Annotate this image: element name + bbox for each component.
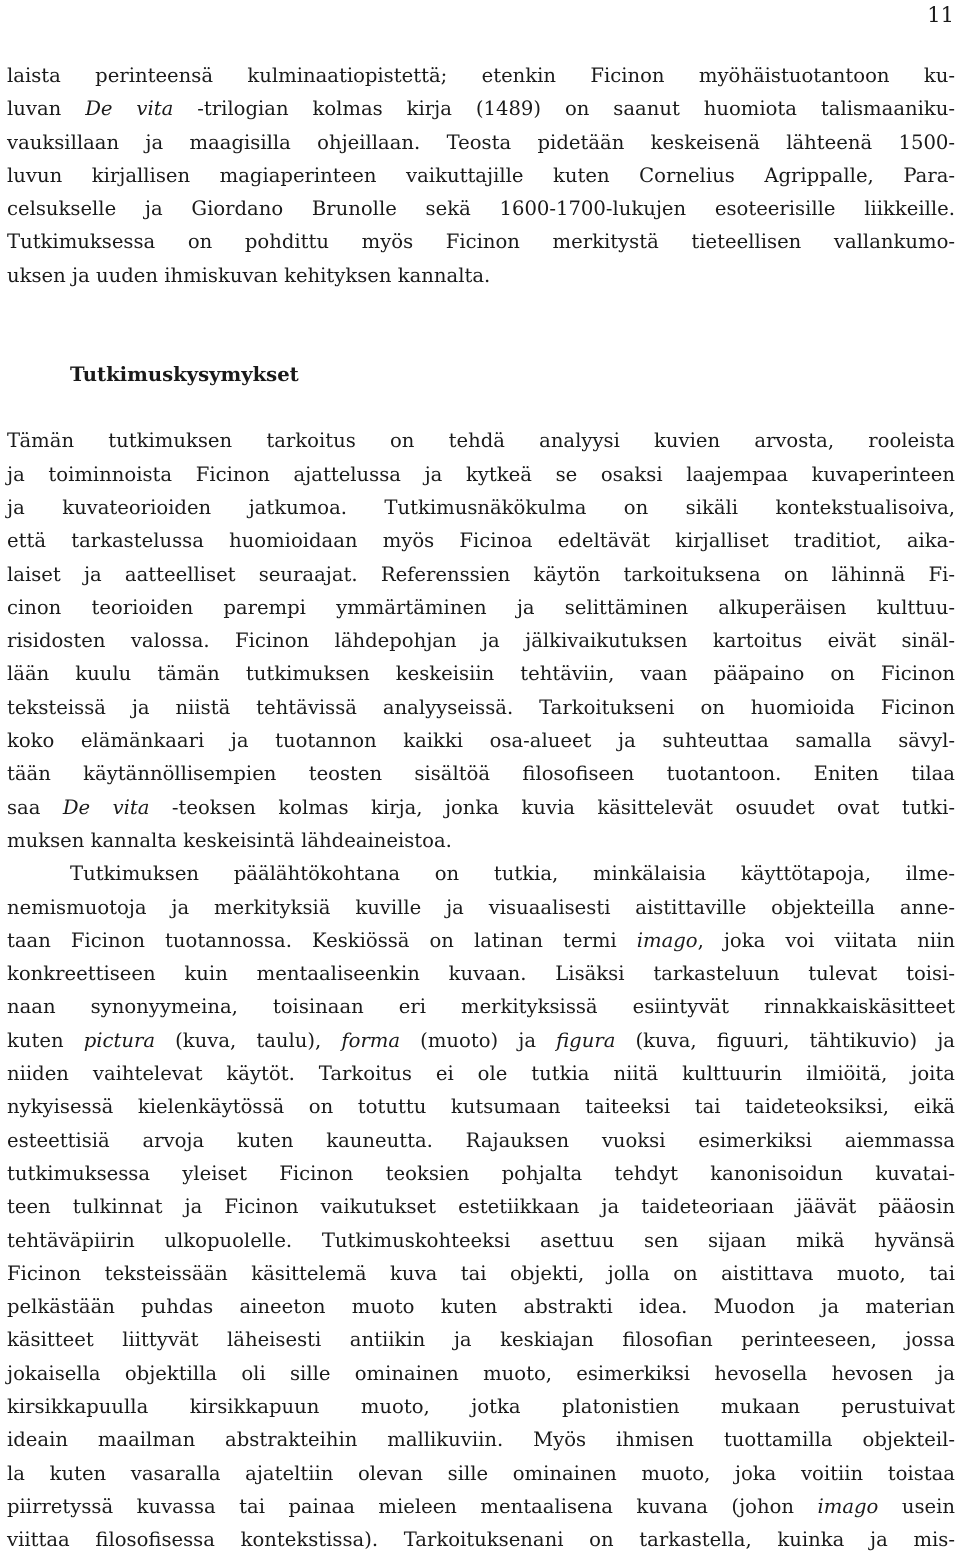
text-line: koko elämänkaari ja tuotannon kaikki osa-alueet ja suhteuttaa samalla sävyl- — [7, 729, 955, 753]
italic-term: pictura — [83, 1028, 156, 1052]
text-line: laiset ja aatteelliset seuraajat. Referenssien käytön tarkoituksena on lähinnä Fi- — [7, 562, 955, 586]
text-line: ja kuvateorioiden jatkumoa. Tutkimusnäkökulma on sikäli kontekstualisoiva, — [7, 495, 955, 519]
text-line: ideain maailman abstrakteihin mallikuviin. Myös ihmisen tuottamilla objekteil- — [7, 1428, 955, 1452]
text-line: risidosten valossa. Ficinon lähdepohjan ja jälkivaikutuksen kartoitus eivät sinäl- — [7, 629, 955, 653]
text-line: Tämän tutkimuksen tarkoitus on tehdä analyysi kuvien arvosta, rooleista — [7, 429, 955, 453]
text-line: ja toiminnoista Ficinon ajattelussa ja kytkeä se osaksi laajempaa kuvaperinteen — [7, 462, 955, 486]
text-line: käsitteet liittyvät läheisesti antiikin ja keskiajan filosofian perinteeseen, jossa — [7, 1328, 955, 1352]
text-line: uksen ja uuden ihmiskuvan kehityksen kannalta. — [7, 263, 491, 287]
text-line: esteettisiä arvoja kuten kauneutta. Rajauksen vuoksi esimerkiksi aiemmassa — [7, 1128, 955, 1152]
page-body — [7, 59, 955, 1556]
text-run: taan Ficinon tuotannossa. Keskiössä on latinan termi — [7, 928, 637, 952]
text-line: kirsikkapuulla kirsikkapuun muoto, jotka platonistien mukaan perustuivat — [7, 1394, 955, 1418]
section-spacer — [7, 292, 955, 358]
text-line: muksen kannalta keskeisintä lähdeaineistoa. — [7, 828, 452, 852]
text-run: (muoto) ja — [400, 1028, 557, 1052]
text-line: konkreettiseen kuin mentaaliseenkin kuvaan. Lisäksi tarkasteluun tulevat toisi- — [7, 962, 955, 986]
text-line: Tutkimuksessa on pohdittu myös Ficinon merkitystä tieteellisen vallankumo- — [7, 230, 955, 254]
text-run: , joka voi viitata niin — [697, 928, 955, 952]
text-line — [7, 924, 955, 957]
page-number: 11 — [927, 3, 954, 27]
text-run: kuten — [7, 1028, 84, 1052]
text-line: la kuten vasaralla ajateltiin olevan sille ominainen muoto, joka voitiin toistaa — [7, 1461, 955, 1485]
text-line: pelkästään puhdas aineeton muoto kuten abstrakti idea. Muodon ja materian — [7, 1295, 955, 1319]
text-line: että tarkastelussa huomioidaan myös Ficinoa edeltävät kirjalliset traditiot, aika- — [7, 529, 955, 553]
text-line: cinon teorioiden parempi ymmärtäminen ja selittäminen alkuperäisen kulttuu- — [7, 595, 955, 619]
italic-term: forma — [341, 1028, 401, 1052]
italic-title: De vita — [62, 795, 150, 819]
text-line — [7, 92, 955, 125]
text-run: usein — [878, 1494, 955, 1518]
text-line: jokaisella objektilla oli sille ominainen muoto, esimerkiksi hevosella hevosen ja — [7, 1361, 955, 1385]
text-line — [7, 1024, 955, 1057]
text-run: luvan — [7, 97, 86, 121]
text-line: teksteissä ja niistä tehtävissä analyyseissä. Tarkoitukseni on huomioida Ficinon — [7, 695, 955, 719]
text-line: tutkimuksessa yleiset Ficinon teoksien pohjalta tehdyt kanonisoidun kuvatai- — [7, 1161, 955, 1185]
italic-term: imago — [636, 928, 698, 952]
text-run: (kuva, taulu), — [155, 1028, 342, 1052]
text-line: Ficinon teksteissään käsittelemä kuva tai objekti, jolla on aistittava muoto, tai — [7, 1261, 955, 1285]
text-line: tään käytännöllisempien teosten sisältöä filosofiseen tuotantoon. Eniten tilaa — [7, 762, 955, 786]
text-line: luvun kirjallisen magiaperinteen vaikuttajille kuten Cornelius Agrippalle, Para- — [7, 163, 955, 187]
text-line: naan synonyymeina, toisinaan eri merkityksissä esiintyvät rinnakkaiskäsitteet — [7, 995, 955, 1019]
text-line: laista perinteensä kulminaatiopistettä; etenkin Ficinon myöhäistuotantoon ku- — [7, 64, 955, 87]
text-run: piirretyssä kuvassa tai painaa mieleen mentaalisena kuvana (johon — [7, 1494, 818, 1518]
section-heading: Tutkimuskysymykset — [70, 363, 299, 387]
italic-term: imago — [817, 1494, 879, 1518]
intro-paragraph — [7, 59, 955, 292]
paragraph-2 — [7, 857, 955, 1556]
text-line: nemismuotoja ja merkityksiä kuville ja visuaalisesti aistittaville objekteilla anne- — [7, 895, 955, 919]
text-line: nykyisessä kielenkäytössä on totuttu kutsumaan taiteeksi tai taideteoksiksi, eikä — [7, 1095, 955, 1119]
text-line: lään kuulu tämän tutkimuksen keskeisiin tehtäviin, vaan pääpaino on Ficinon — [7, 662, 955, 686]
text-line: viittaa filosofisessa kontekstissa). Tarkoituksenani on tarkastella, kuinka ja mis- — [7, 1528, 955, 1552]
text-line — [7, 791, 955, 824]
text-run: saa — [7, 795, 63, 819]
paragraph-1 — [7, 424, 955, 857]
text-run: -trilogian kolmas kirja (1489) on saanut huomiota talismaaniku- — [173, 97, 955, 121]
text-line: celsukselle ja Giordano Brunolle sekä 1600-1700-lukujen esoteerisille liikkeille. — [7, 197, 955, 221]
italic-title: De vita — [85, 97, 174, 121]
text-line — [7, 1490, 955, 1523]
text-run: (kuva, figuuri, tähtikuvio) ja — [615, 1028, 955, 1052]
text-run: -teoksen kolmas kirja, jonka kuvia käsittelevät osuudet ovat tutki- — [149, 795, 955, 819]
text-line: teen tulkinnat ja Ficinon vaikutukset estetiikkaan ja taideteoriaan jäävät pääosin — [7, 1195, 955, 1219]
text-line: Tutkimuksen päälähtökohtana on tutkia, minkälaisia käyttötapoja, ilme- — [70, 862, 955, 886]
text-line: tehtäväpiirin ulkopuolelle. Tutkimuskohteeksi asettuu sen sijaan mikä hyvänsä — [7, 1228, 955, 1252]
text-line: vauksillaan ja maagisilla ohjeillaan. Teosta pidetään keskeisenä lähteenä 1500- — [7, 130, 955, 154]
italic-term: figura — [556, 1028, 616, 1052]
text-line: niiden vaihtelevat käytöt. Tarkoitus ei ole tutkia niitä kulttuurin ilmiöitä, joita — [7, 1062, 955, 1086]
